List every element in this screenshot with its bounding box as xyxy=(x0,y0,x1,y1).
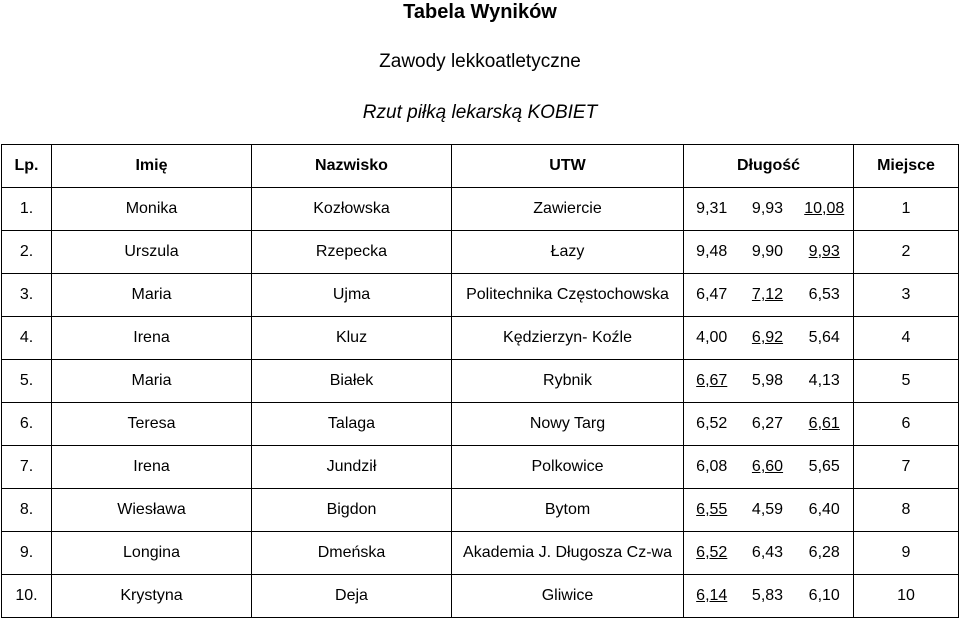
attempt-value: 6,08 xyxy=(696,458,728,475)
cell-attempt xyxy=(740,489,796,532)
table-row xyxy=(2,489,959,532)
cell-utw: Kędzierzyn- Koźle xyxy=(452,317,684,360)
cell-last-name: Bigdon xyxy=(252,489,452,532)
cell-last-name: Kozłowska xyxy=(252,188,452,231)
cell-attempt xyxy=(796,575,854,618)
cell-utw: Bytom xyxy=(452,489,684,532)
best-attempt-value: 6,55 xyxy=(696,501,728,518)
cell-first-name: Irena xyxy=(52,446,252,489)
cell-first-name: Irena xyxy=(52,317,252,360)
cell-lp: 4. xyxy=(2,317,52,360)
attempt-value: 5,98 xyxy=(751,372,784,389)
table-header-row xyxy=(2,145,959,188)
cell-attempt xyxy=(684,489,740,532)
table-row xyxy=(2,317,959,360)
table-row xyxy=(2,446,959,489)
cell-lp: 5. xyxy=(2,360,52,403)
table-row xyxy=(2,231,959,274)
event-name: Rzut piłką lekarską KOBIET xyxy=(362,102,598,123)
cell-utw: Akademia J. Długosza Cz-wa xyxy=(452,532,684,575)
page-title: Tabela Wyników xyxy=(403,1,557,23)
cell-place: 1 xyxy=(854,188,959,231)
cell-last-name: Kluz xyxy=(252,317,452,360)
cell-lp: 10. xyxy=(2,575,52,618)
cell-attempt xyxy=(740,317,796,360)
cell-first-name: Longina xyxy=(52,532,252,575)
cell-attempt xyxy=(740,360,796,403)
attempt-value: 6,28 xyxy=(808,544,840,561)
cell-utw: Łazy xyxy=(452,231,684,274)
best-attempt-value: 6,60 xyxy=(751,458,784,475)
cell-attempt xyxy=(796,360,854,403)
cell-last-name: Białek xyxy=(252,360,452,403)
column-header-last-name: Nazwisko xyxy=(252,145,452,188)
best-attempt-value: 6,92 xyxy=(751,329,784,346)
column-header-place: Miejsce xyxy=(854,145,959,188)
cell-place: 2 xyxy=(854,231,959,274)
cell-attempt xyxy=(740,231,796,274)
best-attempt-value: 6,67 xyxy=(696,372,728,389)
cell-attempt xyxy=(684,274,740,317)
event-subtitle: Zawody lekkoatletyczne xyxy=(379,51,581,72)
cell-first-name: Maria xyxy=(52,360,252,403)
column-header-lp: Lp. xyxy=(2,145,52,188)
cell-lp: 9. xyxy=(2,532,52,575)
cell-first-name: Maria xyxy=(52,274,252,317)
attempt-value: 9,31 xyxy=(696,200,728,217)
cell-place: 3 xyxy=(854,274,959,317)
table-row xyxy=(2,360,959,403)
cell-place: 7 xyxy=(854,446,959,489)
cell-utw: Polkowice xyxy=(452,446,684,489)
attempt-value: 9,48 xyxy=(696,243,728,260)
attempt-value: 6,10 xyxy=(808,587,840,604)
attempt-value: 6,53 xyxy=(808,286,840,303)
cell-attempt xyxy=(684,446,740,489)
cell-place: 10 xyxy=(854,575,959,618)
best-attempt-value: 7,12 xyxy=(751,286,784,303)
best-attempt-value: 10,08 xyxy=(804,200,845,217)
attempt-value: 5,83 xyxy=(751,587,784,604)
table-row xyxy=(2,575,959,618)
cell-last-name: Talaga xyxy=(252,403,452,446)
cell-lp: 6. xyxy=(2,403,52,446)
cell-place: 4 xyxy=(854,317,959,360)
cell-first-name: Teresa xyxy=(52,403,252,446)
cell-utw: Rybnik xyxy=(452,360,684,403)
column-header-first-name: Imię xyxy=(52,145,252,188)
attempt-value: 6,43 xyxy=(751,544,784,561)
cell-lp: 7. xyxy=(2,446,52,489)
cell-lp: 8. xyxy=(2,489,52,532)
cell-place: 9 xyxy=(854,532,959,575)
cell-first-name: Krystyna xyxy=(52,575,252,618)
cell-last-name: Dmeńska xyxy=(252,532,452,575)
cell-last-name: Deja xyxy=(252,575,452,618)
attempt-value: 9,93 xyxy=(751,200,784,217)
column-header-utw: UTW xyxy=(452,145,684,188)
attempt-value: 9,90 xyxy=(751,243,784,260)
cell-attempt xyxy=(684,231,740,274)
cell-attempt xyxy=(796,317,854,360)
cell-attempt xyxy=(684,188,740,231)
cell-lp: 1. xyxy=(2,188,52,231)
attempt-value: 4,59 xyxy=(751,501,784,518)
best-attempt-value: 9,93 xyxy=(808,243,840,260)
cell-attempt xyxy=(684,317,740,360)
cell-attempt xyxy=(740,446,796,489)
cell-attempt xyxy=(740,274,796,317)
table-row xyxy=(2,274,959,317)
cell-attempt xyxy=(740,403,796,446)
cell-attempt xyxy=(684,575,740,618)
results-table xyxy=(1,144,959,618)
cell-attempt xyxy=(684,360,740,403)
attempt-value: 4,00 xyxy=(696,329,728,346)
best-attempt-value: 6,52 xyxy=(696,544,728,561)
table-row xyxy=(2,403,959,446)
cell-first-name: Wiesława xyxy=(52,489,252,532)
cell-last-name: Rzepecka xyxy=(252,231,452,274)
attempt-value: 6,52 xyxy=(696,415,728,432)
cell-attempt xyxy=(740,532,796,575)
cell-first-name: Monika xyxy=(52,188,252,231)
attempt-value: 6,27 xyxy=(751,415,784,432)
results-table-body xyxy=(2,188,959,618)
cell-utw: Nowy Targ xyxy=(452,403,684,446)
attempt-value: 4,13 xyxy=(808,372,840,389)
cell-attempt xyxy=(796,231,854,274)
cell-attempt xyxy=(740,188,796,231)
cell-attempt xyxy=(796,446,854,489)
cell-attempt xyxy=(796,532,854,575)
cell-place: 5 xyxy=(854,360,959,403)
column-header-length: Długość xyxy=(684,145,854,188)
cell-lp: 2. xyxy=(2,231,52,274)
table-row xyxy=(2,532,959,575)
cell-attempt xyxy=(796,489,854,532)
cell-utw: Politechnika Częstochowska xyxy=(452,274,684,317)
cell-attempt xyxy=(796,188,854,231)
table-row xyxy=(2,188,959,231)
cell-attempt xyxy=(684,403,740,446)
best-attempt-value: 6,61 xyxy=(808,415,840,432)
best-attempt-value: 6,14 xyxy=(696,587,728,604)
cell-attempt xyxy=(796,403,854,446)
cell-utw: Zawiercie xyxy=(452,188,684,231)
cell-attempt xyxy=(740,575,796,618)
cell-place: 6 xyxy=(854,403,959,446)
cell-utw: Gliwice xyxy=(452,575,684,618)
attempt-value: 6,47 xyxy=(696,286,728,303)
cell-place: 8 xyxy=(854,489,959,532)
attempt-value: 5,64 xyxy=(808,329,840,346)
attempt-value: 6,40 xyxy=(808,501,840,518)
cell-lp: 3. xyxy=(2,274,52,317)
cell-attempt xyxy=(796,274,854,317)
cell-last-name: Jundził xyxy=(252,446,452,489)
attempt-value: 5,65 xyxy=(808,458,840,475)
cell-last-name: Ujma xyxy=(252,274,452,317)
cell-attempt xyxy=(684,532,740,575)
cell-first-name: Urszula xyxy=(52,231,252,274)
